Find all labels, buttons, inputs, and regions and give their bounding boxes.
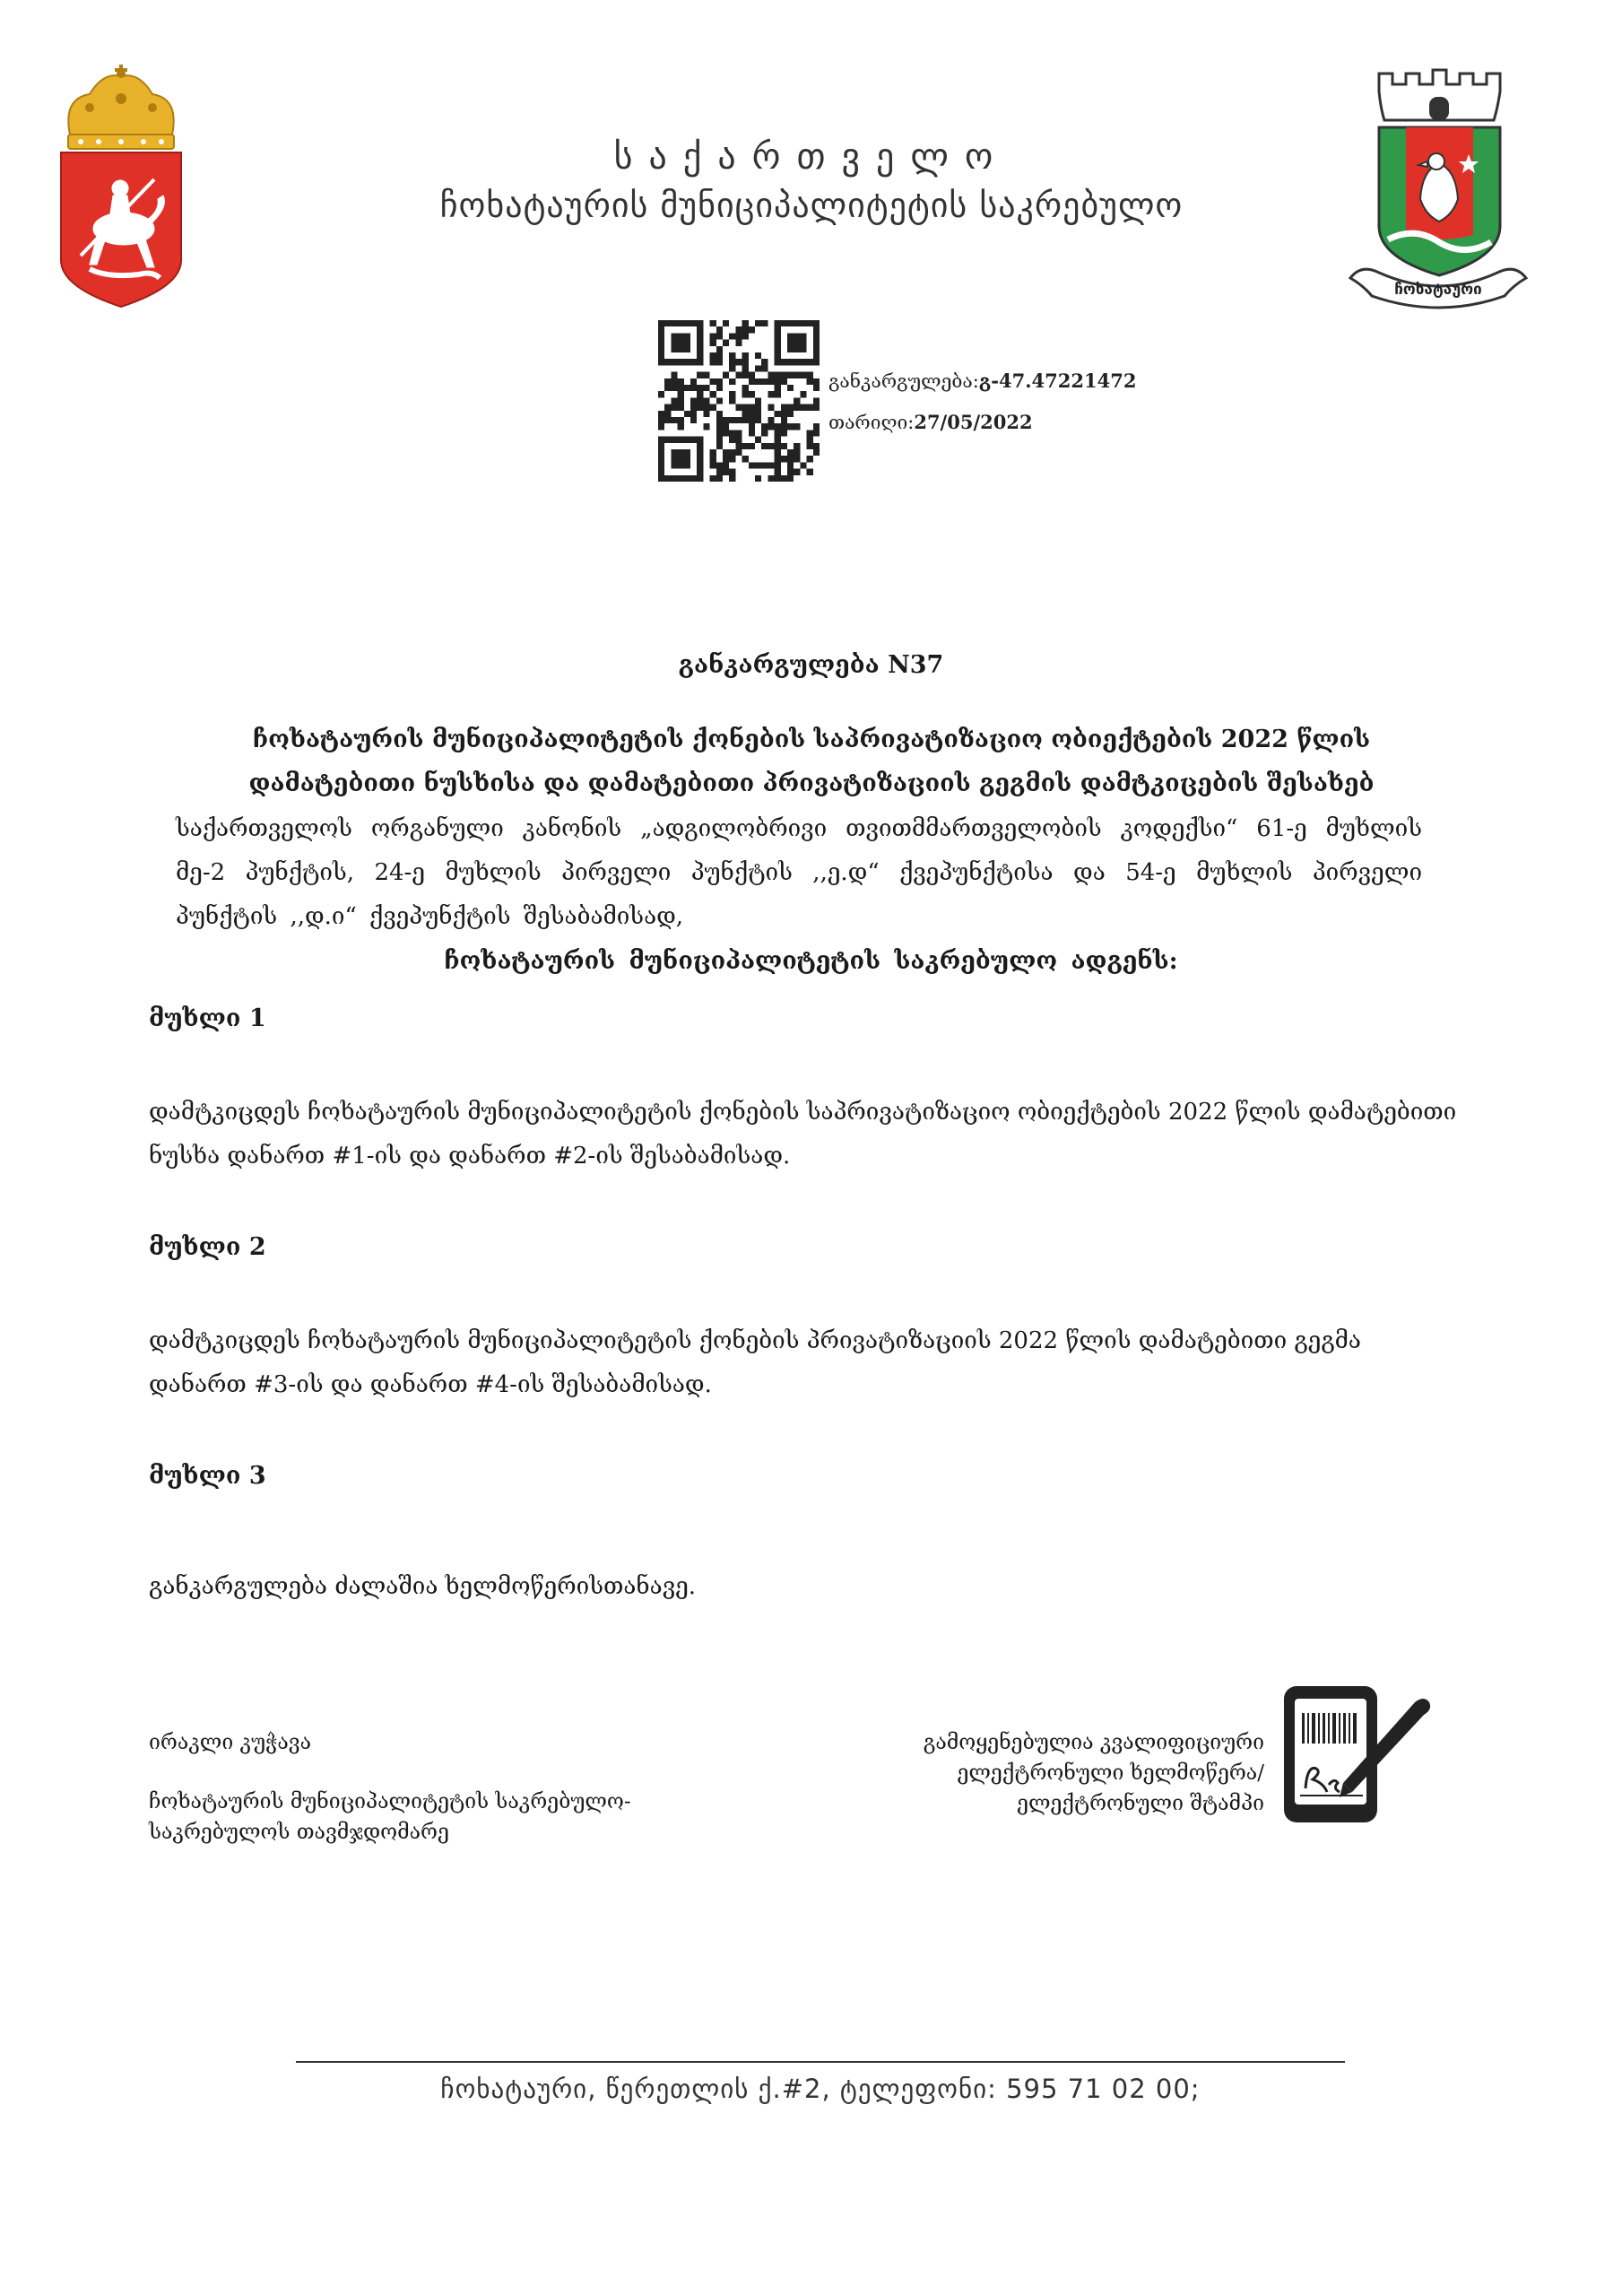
article-1-text: დამტკიცდეს ჩოხატაურის მუნიციპალიტეტის ქონების საპრივატიზაციო ობიექტების 2022 წლის დამატებითი ნუსხა დანართ #1-ის და დანართ #2-ის შესაბამისად. — [149, 1099, 1457, 1170]
header-country: საქართველო — [613, 136, 1010, 178]
article-3-heading: მუხლი 3 — [149, 1462, 266, 1490]
document-title — [170, 718, 1453, 805]
esig-line: ელექტრონული ხელმოწერა/ — [957, 1761, 1264, 1785]
order-title: განკარგულება N37 — [678, 651, 944, 679]
electronic-signature-note — [861, 1727, 1264, 1819]
preamble: საქართველოს ორგანული კანონის „ადგილობრივი თვითმმართველობის კოდექსი“ 61-ე მუხლის მე-2 პუნქტის, 24-ე მუხლის პირველი პუნქტის ,,ე.დ“ ქვეპუნქტისა და 54-ე მუხლის პირველი პუნქტის ,,დ.ი“ ქვეპუნქტის შესაბამისად, — [176, 815, 1422, 930]
article-2-heading: მუხლი 2 — [149, 1233, 266, 1261]
electronic-signature-icon — [1280, 1683, 1433, 1826]
order-number-label: განკარგულება: — [828, 370, 979, 392]
esig-line: გამოყენებულია კვალიფიციური — [923, 1731, 1264, 1754]
header-council: ჩოხატაურის მუნიციპალიტეტის საკრებულო — [439, 186, 1184, 225]
article-2-text: დამტკიცდეს ჩოხატაურის მუნიციპალიტეტის ქონების პრივატიზაციის 2022 წლის დამატებითი გეგმა დანართ #3-ის და დანართ #4-ის შესაბამისად. — [149, 1327, 1361, 1398]
article-1-heading: მუხლი 1 — [149, 1004, 266, 1032]
esig-line: ელექტრონული შტამპი — [1017, 1792, 1264, 1815]
council-decides: ჩოხატაურის მუნიციპალიტეტის საკრებულო ადგენს: — [444, 947, 1178, 975]
order-number — [828, 370, 1136, 392]
order-number-value: გ-47.47221472 — [978, 370, 1137, 392]
document-title-line: დამატებითი ნუსხისა და დამატებითი პრივატიზაციის გეგმის დამტკიცების შესახებ — [248, 770, 1375, 797]
order-date-label: თარიღი: — [828, 412, 915, 433]
article-3-text: განკარგულება ძალაშია ხელმოწერისთანავე. — [149, 1573, 697, 1600]
document-title-line: ჩოხატაურის მუნიციპალიტეტის ქონების საპრივატიზაციო ობიექტების 2022 წლის — [252, 726, 1371, 753]
georgia-coat-of-arms-icon — [54, 63, 188, 309]
signatory-position: ჩოხატაურის მუნიციპალიტეტის საკრებულო-საკრებულოს თავმჯდომარე — [149, 1790, 631, 1844]
signatory-name: ირაკლი კუჭავა — [149, 1731, 312, 1754]
footer-address: ჩოხატაური, წერეთლის ქ.#2, ტელეფონი: 595 71 02 00; — [440, 2074, 1201, 2104]
ribbon-label: ჩოხატაური — [1394, 281, 1482, 299]
chokhatauri-coat-of-arms-icon — [1343, 65, 1533, 312]
order-date-value: 27/05/2022 — [914, 411, 1033, 433]
order-date — [828, 411, 1033, 433]
qr-code-icon — [658, 320, 820, 482]
footer-divider — [296, 2061, 1345, 2063]
